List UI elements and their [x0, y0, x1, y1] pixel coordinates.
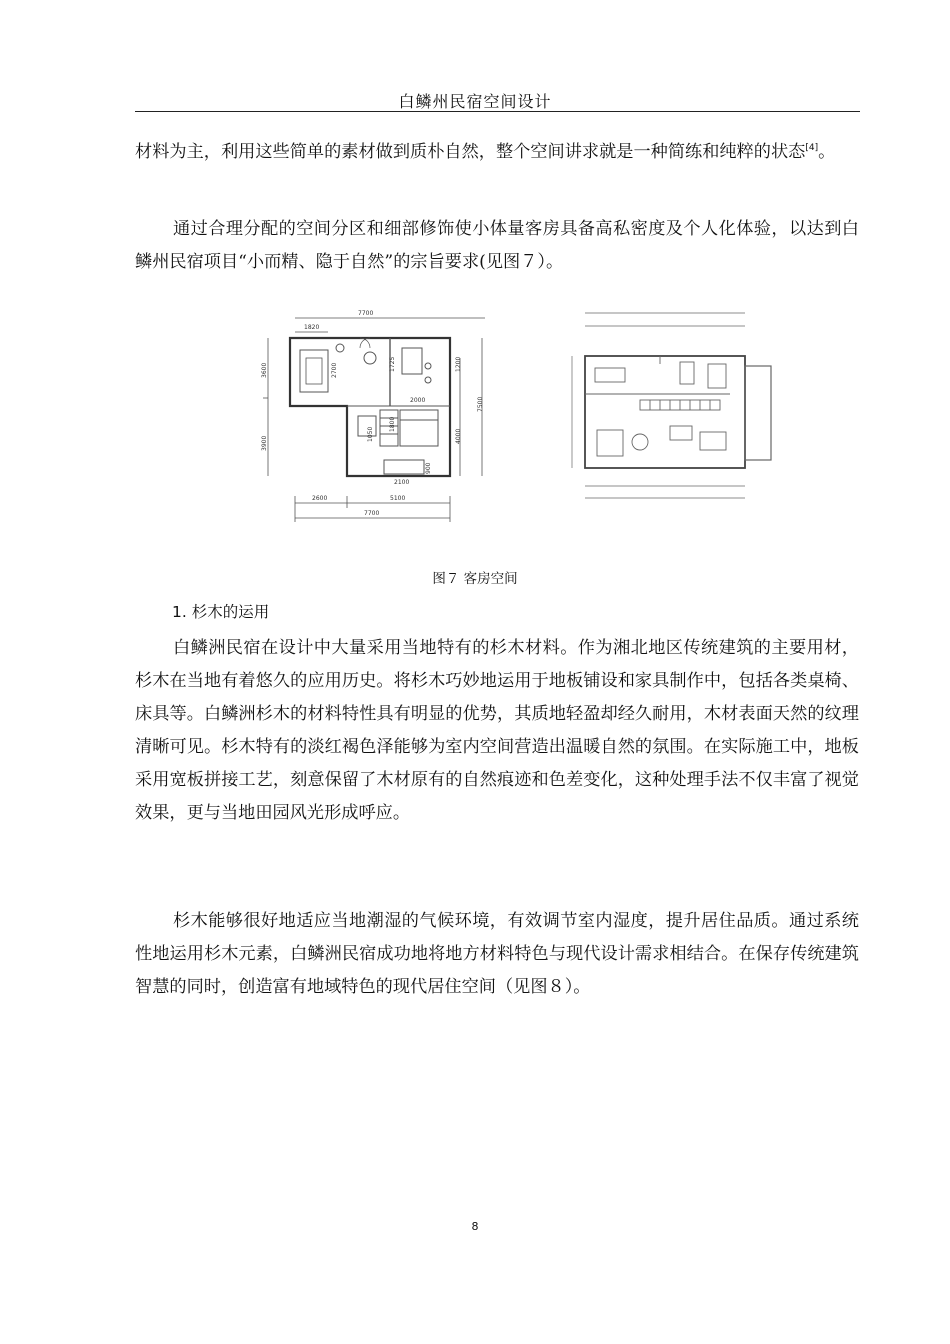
- paragraph-1-end: 。: [818, 142, 836, 162]
- dim-left-lower: 3900: [261, 435, 268, 451]
- floor-plan-1: [263, 318, 485, 522]
- dim-right-a: 1200: [455, 356, 462, 372]
- dim-inner-bath: 1050: [367, 426, 374, 442]
- paragraph-4: 杉木能够很好地适应当地潮湿的气候环境，有效调节室内湿度，提升居住品质。通过系统性地运用杉木元素，白鳞洲民宿成功地将地方材料特色与现代设计需求相结合。在保存传统建筑智慧的同时，创造富有地域特色的现代居住空间（见图８）。: [135, 911, 859, 997]
- page-number: 8: [471, 1220, 479, 1233]
- floor-plan-figure: [260, 298, 780, 530]
- paragraph-2: 通过合理分配的空间分区和细部修饰使小体量客房具备高私密度及个人化体验，以达到白鳞州民宿项目“小而精、隐于自然”的宗旨要求(见图７）。: [135, 219, 859, 272]
- paragraph-3: 白鳞洲民宿在设计中大量采用当地特有的杉木材料。作为湘北地区传统建筑的主要用材，杉木在当地有着悠久的应用历史。将杉木巧妙地运用于地板铺设和家具制作中，包括各类桌椅、床具等。白鳞洲杉木的材料特性具有明显的优势，其质地轻盈却经久耐用，木材表面天然的纹理清晰可见。杉木特有的淡红褐色泽能够为室内空间营造出温暖自然的氛围。在实际施工中，地板采用宽板拼接工艺，刻意保留了木材原有的自然痕迹和色差变化，这种处理手法不仅丰富了视觉效果，更与当地田园风光形成呼应。: [135, 638, 859, 823]
- floor-plan-2: [572, 313, 780, 498]
- citation-ref: [4]: [805, 143, 819, 153]
- paragraph-1: [135, 136, 859, 169]
- dim-inner-stair: 1800: [389, 416, 396, 432]
- dim-inner-small: 900: [425, 462, 432, 474]
- paragraph-1-text: 材料为主，利用这些简单的素材做到质朴自然，整个空间讲求就是一种简练和纯粹的状态: [135, 142, 806, 162]
- dim-bottom-left: 2600: [312, 495, 328, 502]
- figure-caption: 图７ 客房空间: [432, 571, 518, 587]
- dim-top-total: 7700: [358, 310, 374, 317]
- dim-right-c: 4000: [455, 428, 462, 444]
- dim-bottom-inner: 2100: [394, 479, 410, 486]
- dim-right-total: 7500: [477, 396, 484, 412]
- section-heading: 1. 杉木的运用: [172, 603, 270, 621]
- header-rule: [135, 111, 860, 112]
- running-header-title: 白鳞州民宿空间设计: [398, 92, 552, 111]
- dim-bottom-right: 5100: [390, 495, 406, 502]
- dim-inner-bed: 2700: [331, 362, 338, 378]
- dim-bottom-total: 7700: [364, 510, 380, 517]
- dim-inner-desk: 1725: [389, 356, 396, 372]
- dim-left-upper: 3600: [261, 362, 268, 378]
- dim-top-sub: 1820: [304, 324, 320, 331]
- dim-right-b: 2000: [410, 397, 426, 404]
